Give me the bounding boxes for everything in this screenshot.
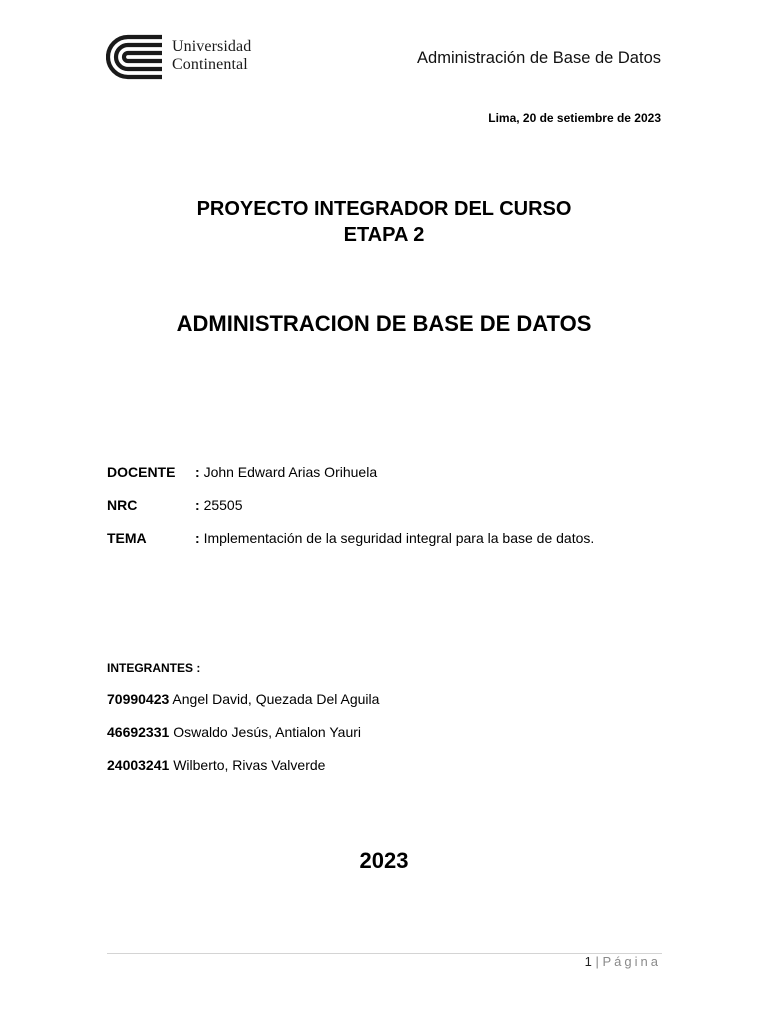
logo-text xyxy=(172,38,251,74)
page-number: 1 xyxy=(584,954,592,969)
date-line: Lima, 20 de setiembre de 2023 xyxy=(488,111,661,125)
page-footer xyxy=(585,954,661,969)
tema-label: TEMA xyxy=(107,530,147,546)
member-row xyxy=(107,691,379,707)
tema-colon: : xyxy=(195,530,200,546)
nrc-row xyxy=(107,497,243,513)
docente-colon: : xyxy=(195,464,200,480)
university-logo xyxy=(106,34,266,82)
year: 2023 xyxy=(359,848,409,873)
footer-divider xyxy=(107,953,662,954)
page-separator: | xyxy=(595,954,599,969)
integrantes-label: INTEGRANTES : xyxy=(107,661,201,675)
member-code: 24003241 xyxy=(107,757,170,773)
nrc-value: 25505 xyxy=(203,497,243,513)
tema-value: Implementación de la seguridad integral para la base de datos. xyxy=(203,530,595,546)
docente-label: DOCENTE xyxy=(107,464,176,480)
docente-value: John Edward Arias Orihuela xyxy=(203,464,378,480)
member-code: 70990423 xyxy=(107,691,170,707)
project-title-line-1: PROYECTO INTEGRADOR DEL CURSO xyxy=(196,198,572,220)
docente-row xyxy=(107,464,377,480)
member-code: 46692331 xyxy=(107,724,170,740)
university-continental-logo-icon xyxy=(106,34,164,80)
logo-line-2: Continental xyxy=(172,56,248,73)
member-name: Wilberto, Rivas Valverde xyxy=(173,757,326,773)
page-word: Página xyxy=(602,954,661,969)
tema-row xyxy=(107,530,594,546)
course-name: ADMINISTRACION DE BASE DE DATOS xyxy=(176,311,592,336)
member-row xyxy=(107,757,325,773)
member-name: Angel David, Quezada Del Aguila xyxy=(172,691,380,707)
member-name: Oswaldo Jesús, Antialon Yauri xyxy=(173,724,361,740)
project-title xyxy=(0,196,768,248)
nrc-colon: : xyxy=(195,497,200,513)
logo-line-1: Universidad xyxy=(172,38,252,55)
project-title-line-2: ETAPA 2 xyxy=(343,224,425,246)
course-header-title: Administración de Base de Datos xyxy=(417,49,661,67)
member-row xyxy=(107,724,361,740)
nrc-label: NRC xyxy=(107,497,138,513)
